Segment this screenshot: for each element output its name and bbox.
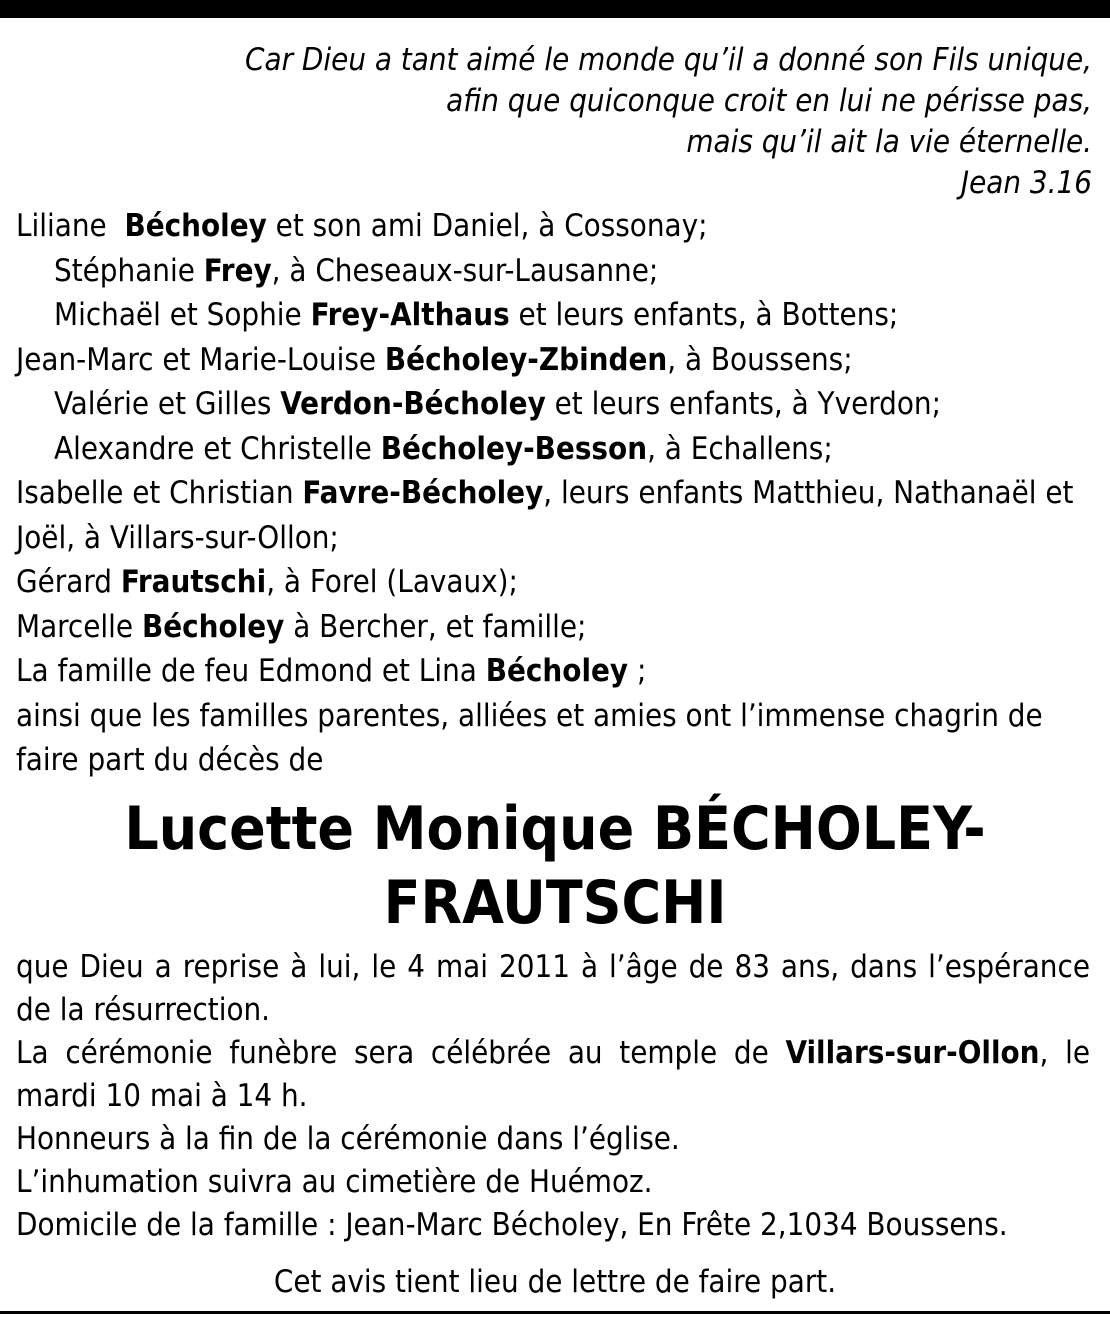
- family-line: [16, 249, 1096, 294]
- family-prefix: Isabelle et Christian: [16, 475, 303, 511]
- family-prefix: Alexandre et Christelle: [54, 430, 381, 467]
- family-line: [16, 427, 1096, 472]
- family-domicile: Domicile de la famille : Jean-Marc Bécholey, En Frête 2,1034 Boussens.: [16, 1207, 1008, 1243]
- family-suffix: à Bercher, et famille;: [284, 608, 587, 645]
- verse-line: afin que quiconque croit en lui ne périsse pas,: [446, 83, 1092, 119]
- family-surname: Bécholey: [124, 208, 267, 244]
- family-surname: Bécholey: [485, 653, 629, 689]
- family-prefix: Stéphanie: [54, 252, 204, 289]
- family-surname: Bécholey: [141, 608, 285, 645]
- family-surname: Favre-Bécholey: [302, 475, 544, 511]
- family-line: [16, 605, 1096, 650]
- closing-note: Cet avis tient lieu de lettre de faire part.: [273, 1264, 837, 1300]
- family-prefix: Valérie et Gilles: [54, 386, 281, 422]
- family-suffix: , à Boussens;: [667, 341, 853, 378]
- family-prefix: Marcelle: [16, 608, 142, 645]
- verse-line: mais qu’il ait la vie éternelle.: [686, 124, 1092, 160]
- honours-info: Honneurs à la fin de la cérémonie dans l’église.: [16, 1121, 680, 1157]
- family-suffix: , à Forel (Lavaux);: [266, 564, 518, 600]
- family-prefix: Liliane: [16, 208, 125, 244]
- family-prefix: Jean-Marc et Marie-Louise: [16, 341, 385, 378]
- bible-verse: [245, 40, 1092, 204]
- family-surname: Bécholey-Zbinden: [384, 341, 668, 378]
- announcement-text: ainsi que les familles parentes, alliées et amies ont l’immense chagrin de faire part du décès de: [16, 697, 1043, 778]
- deceased-name-line: Lucette Monique BÉCHOLEY-: [124, 794, 986, 864]
- ceremony-suffix: , le mardi 10 mai à 14 h.: [16, 1035, 1091, 1114]
- verse-line: Car Dieu a tant aimé le monde qu’il a donné son Fils unique,: [245, 42, 1092, 78]
- family-list: [16, 204, 1096, 783]
- family-surname: Frey: [203, 252, 272, 289]
- family-surname: Bécholey-Besson: [380, 430, 648, 467]
- family-line: [16, 382, 1096, 427]
- family-line: [16, 471, 1096, 560]
- family-line: [16, 338, 1096, 383]
- family-prefix: Gérard: [16, 564, 121, 600]
- family-line: [16, 204, 1096, 249]
- family-suffix: , leurs enfants Matthieu, Nathanaël et Joël, à Villars-sur-Ollon;: [16, 475, 1074, 556]
- family-suffix: et son ami Daniel, à Cossonay;: [266, 208, 708, 244]
- deceased-name-line: FRAUTSCHI: [383, 868, 727, 938]
- family-prefix: Michaël et Sophie: [54, 297, 311, 333]
- family-surname: Frautschi: [120, 564, 267, 600]
- burial-info: L’inhumation suivra au cimetière de Huémoz.: [16, 1164, 653, 1200]
- family-suffix: ;: [628, 653, 647, 689]
- ceremony-details: [16, 946, 1090, 1247]
- family-suffix: et leurs enfants, à Bottens;: [509, 297, 899, 333]
- family-surname: Verdon-Bécholey: [280, 386, 546, 422]
- death-statement: que Dieu a reprise à lui, le 4 mai 2011 à l’âge de 83 ans, dans l’espérance de la résurrection.: [16, 949, 1090, 1028]
- ceremony-info: [16, 1032, 1090, 1118]
- family-suffix: , à Echallens;: [647, 430, 833, 467]
- family-line: [16, 560, 1096, 605]
- deceased-name: [0, 792, 1110, 940]
- family-suffix: , à Cheseaux-sur-Lausanne;: [271, 252, 659, 289]
- family-prefix: La famille de feu Edmond et Lina: [16, 653, 486, 689]
- family-line: [16, 649, 1096, 694]
- top-border-rule: [0, 0, 1110, 18]
- verse-reference: Jean 3.16: [960, 165, 1092, 201]
- ceremony-prefix: La cérémonie funèbre sera célébrée au temple de: [16, 1035, 786, 1071]
- family-line: [16, 293, 1096, 338]
- family-suffix: et leurs enfants, à Yverdon;: [545, 386, 942, 422]
- ceremony-place: Villars-sur-Ollon: [785, 1035, 1040, 1071]
- family-surname: Frey-Althaus: [310, 297, 510, 333]
- bottom-border-rule: [0, 1311, 1110, 1314]
